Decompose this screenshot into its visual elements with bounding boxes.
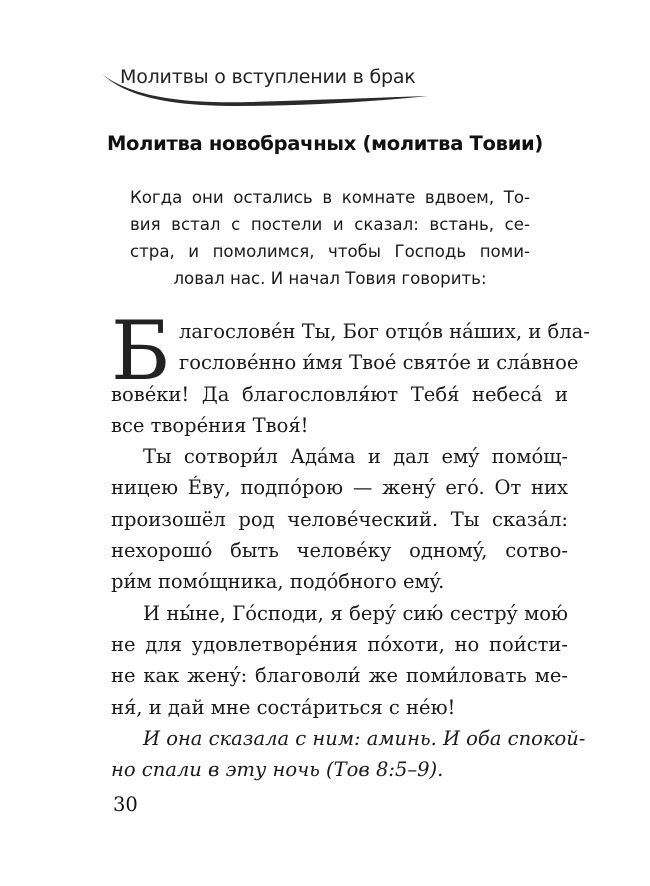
intro-line: вия встал с постели и сказал: встань, се- xyxy=(130,215,530,234)
prayer-line: И она сказала с ним: аминь. И оба спокой- xyxy=(143,726,586,750)
intro-line: стра, и помолимся, чтобы Господь поми- xyxy=(130,242,530,261)
prayer-line: произошёл род человéческий. Ты сказáл: xyxy=(111,507,568,531)
prayer-line: ри́м помóщника, подóбного емý. xyxy=(111,570,445,594)
chapter-title: Молитва новобрачных (молитва Товии) xyxy=(106,132,544,155)
prayer-line: нехорошó быть человéку одномý, сотво- xyxy=(111,539,568,563)
prayer-line: не как женý: благоволи́ же поми́ловать ме- xyxy=(111,664,568,688)
drop-cap: Б xyxy=(111,305,171,399)
prayer-line: вовéки! Да благословля́ют Тебя́ небесá и xyxy=(111,382,568,406)
prayer-line: ня́, и дай мне состáриться с нéю! xyxy=(111,695,456,719)
prayer-line: но спали в эту ночь (Тов 8:5–9). xyxy=(111,758,444,782)
prayer-text xyxy=(111,316,590,785)
prayer-line: Ты сотвори́л Адáма и дал емý помóщ- xyxy=(143,445,568,469)
running-head: Молитвы о вступлении в брак xyxy=(120,66,416,88)
intro-paragraph xyxy=(130,184,530,292)
prayer-line: И ны́не, Гóсподи, я берý сию́ сестрý мою́ xyxy=(143,601,568,625)
prayer-line: все творéния Твоя́! xyxy=(111,413,309,437)
prayer-line: ницею Éву, подпóрою — женý егó. От них xyxy=(111,476,568,500)
prayer-line: не для удовлетворéния пóхоти, но пои́сти- xyxy=(111,632,568,656)
page-number: 30 xyxy=(113,793,138,816)
running-head-swash xyxy=(100,70,430,110)
intro-line: ловал нас. И начал Товия говорить: xyxy=(173,269,487,288)
prayer-line: гословéнно и́мя Твоé святóе и слáвное xyxy=(179,351,579,375)
prayer-line: лагословéн Ты, Бог отцóв нáших, и бла- xyxy=(179,320,590,343)
intro-line: Когда они остались в комнате вдвоем, То- xyxy=(130,188,530,207)
